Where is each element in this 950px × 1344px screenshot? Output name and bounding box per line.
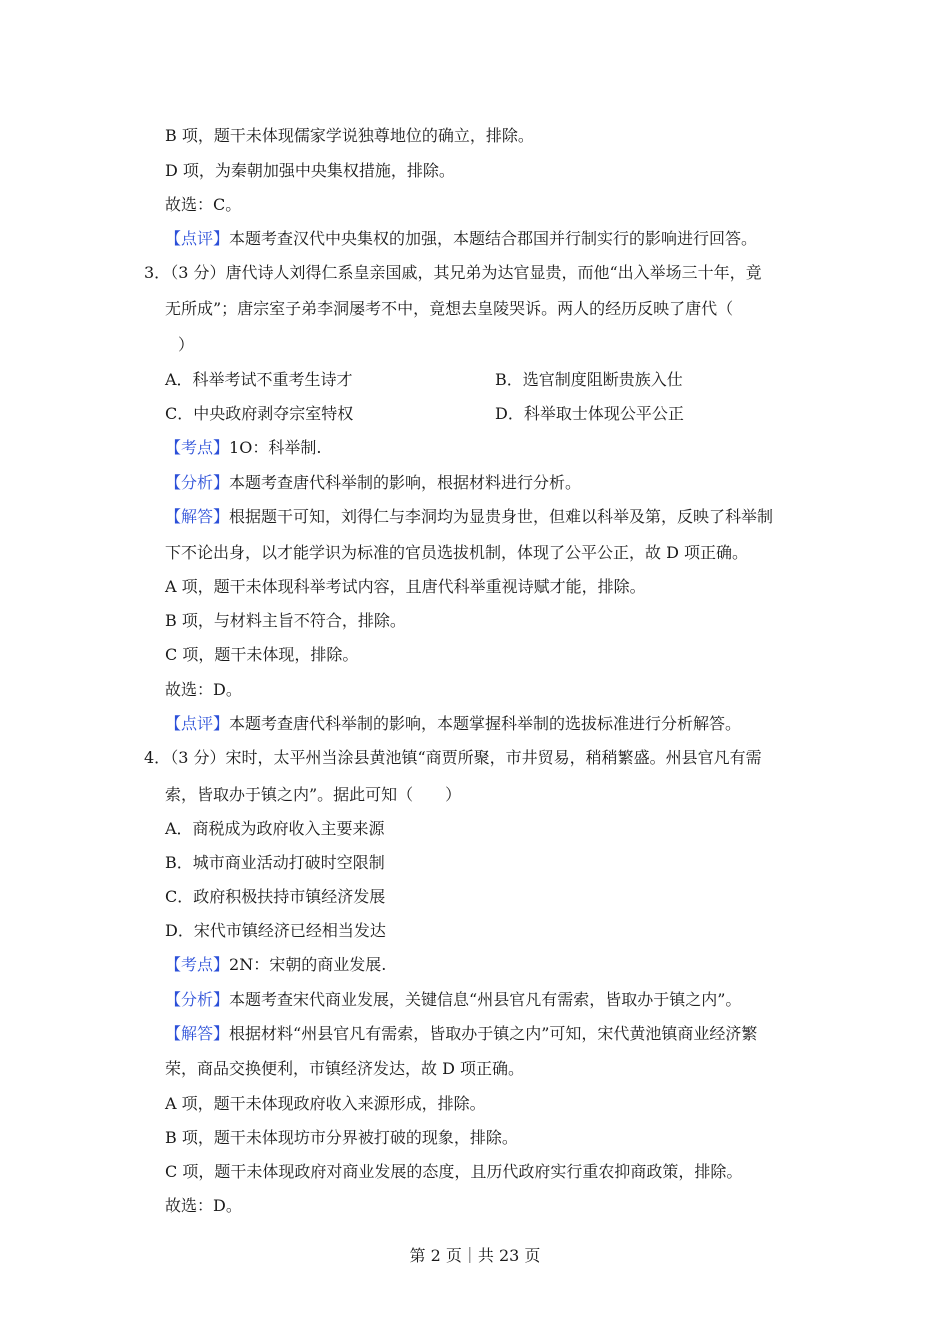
question-number: 3． [144, 263, 171, 282]
comment-tag: 【点评】 [165, 229, 230, 248]
q2-d-explanation: D 项，为秦朝加强中央集权措施，排除。 [165, 161, 455, 180]
q4-a-explanation: A 项，题干未体现政府收入来源形成，排除。 [165, 1094, 486, 1113]
jieda-text1: 根据题干可知，刘得仁与李洞均为显贵身世，但难以科举及第，反映了科举制 [229, 507, 774, 526]
jieda-tag: 【解答】 [165, 507, 230, 526]
q3-option-b: B．选官制度阻断贵族入仕 [495, 370, 683, 389]
kaodian-text: 1O：科举制. [229, 438, 322, 457]
q3-jieda-line1 [165, 507, 773, 527]
page-footer: 第 2 页｜共 23 页 [409, 1246, 541, 1265]
q4-jieda-line1 [165, 1024, 757, 1044]
dianping-text: 本题考查唐代科举制的影响，本题掌握科举制的选拔标准进行分析解答。 [229, 714, 742, 733]
q4-c-explanation: C 项，题干未体现政府对商业发展的态度，且历代政府实行重农抑商政策，排除。 [165, 1162, 743, 1181]
q3-fenxi [165, 473, 581, 493]
q4-fenxi [165, 990, 741, 1010]
q4-kaodian [165, 955, 386, 975]
q3-stem-text1: （3 分）唐代诗人刘得仁系皇亲国戚，其兄弟为达官显贵，而他“出入举场三十年，竟 [170, 263, 762, 282]
kaodian-text: 2N：宋朝的商业发展. [229, 955, 387, 974]
q4-option-a: A．商税成为政府收入主要来源 [165, 819, 385, 838]
q3-option-d: D．科举取士体现公平公正 [495, 404, 684, 423]
q3-stem-line3: ） [178, 335, 195, 354]
fenxi-tag: 【分析】 [165, 990, 230, 1009]
q3-dianping [165, 714, 741, 734]
q3-c-explanation: C 项，题干未体现，排除。 [165, 645, 359, 664]
jieda-tag: 【解答】 [165, 1024, 230, 1043]
question-number: 4． [144, 748, 171, 767]
kaodian-tag: 【考点】 [165, 438, 230, 457]
jieda-text1: 根据材料“州县官凡有需索，皆取办于镇之内”可知，宋代黄池镇商业经济繁 [229, 1024, 758, 1043]
q2-answer: 故选：C。 [165, 195, 242, 214]
q4-jieda-line2: 荣，商品交换便利，市镇经济发达，故 D 项正确。 [165, 1059, 525, 1078]
q4-answer: 故选：D。 [165, 1196, 242, 1215]
q4-b-explanation: B 项，题干未体现坊市分界被打破的现象，排除。 [165, 1128, 518, 1147]
q3-stem-line2: 无所成”；唐宗室子弟李洞屡考不中，竟想去皇陵哭诉。两人的经历反映了唐代（ [165, 299, 734, 318]
q4-stem-text1: （3 分）宋时，太平州当涂县黄池镇“商贾所聚，市井贸易，稍稍繁盛。州县官凡有需 [170, 748, 762, 767]
comment-text: 本题考查汉代中央集权的加强，本题结合郡国并行制实行的影响进行回答。 [229, 229, 758, 248]
q4-option-b: B．城市商业活动打破时空限制 [165, 853, 385, 872]
q2-b-explanation: B 项，题干未体现儒家学说独尊地位的确立，排除。 [165, 126, 534, 145]
q3-jieda-line2: 下不论出身，以才能学识为标准的官员选拔机制，体现了公平公正，故 D 项正确。 [165, 543, 749, 562]
q4-stem-line2: 索，皆取办于镇之内”。据此可知（ ） [165, 785, 462, 804]
kaodian-tag: 【考点】 [165, 955, 230, 974]
q3-stem-line1 [144, 263, 762, 283]
q2-comment [165, 229, 757, 249]
q3-b-explanation: B 项，与材料主旨不符合，排除。 [165, 611, 406, 630]
q4-option-d: D．宋代市镇经济已经相当发达 [165, 921, 386, 940]
q3-answer: 故选：D。 [165, 680, 242, 699]
fenxi-text: 本题考查宋代商业发展，关键信息“州县官凡有需索，皆取办于镇之内”。 [229, 990, 742, 1009]
q4-stem-line1 [144, 748, 762, 768]
fenxi-tag: 【分析】 [165, 473, 230, 492]
q4-option-c: C．政府积极扶持市镇经济发展 [165, 887, 386, 906]
fenxi-text: 本题考查唐代科举制的影响，根据材料进行分析。 [229, 473, 582, 492]
q3-a-explanation: A 项，题干未体现科举考试内容，且唐代科举重视诗赋才能，排除。 [165, 577, 646, 596]
q3-kaodian [165, 438, 321, 458]
q3-option-a: A．科举考试不重考生诗才 [165, 370, 353, 389]
q3-option-c: C．中央政府剥夺宗室特权 [165, 404, 354, 423]
dianping-tag: 【点评】 [165, 714, 230, 733]
